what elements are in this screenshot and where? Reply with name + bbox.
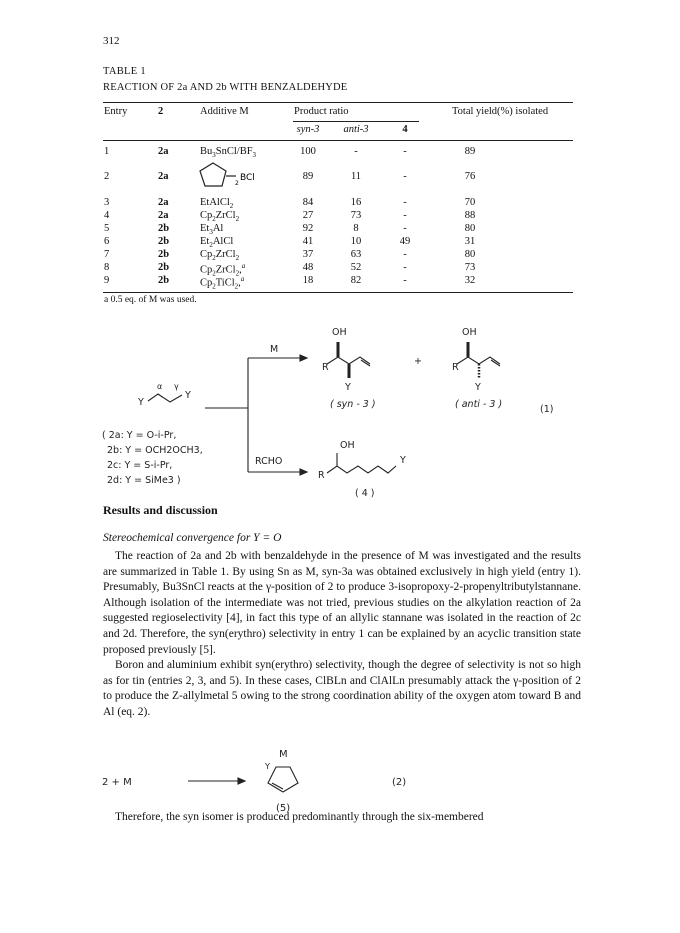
- cell-anti: 82: [350, 275, 362, 286]
- cell-entry: 5: [104, 223, 110, 234]
- paragraph-2: Boron and aluminium exhibit syn(erythro) selectivity, though the degree of selectivity is not so high as for tin (entries 2, 3, and 5). In these cases, ClBLn and ClAlLn presumably attack the γ-position of 2 to produce the Z-allylmetal 5 owing to the strong coordination ability of the oxygen atom toward B and Al (eq. 2).: [103, 659, 581, 718]
- plus-sign: +: [414, 356, 422, 367]
- cell-additive: $Et_2AlCl$: [200, 236, 234, 250]
- cell-syn: 37: [302, 249, 314, 260]
- anti-oh-label: OH: [462, 327, 477, 338]
- cell-four: -: [403, 223, 407, 234]
- cell-four: -: [403, 197, 407, 208]
- col-header-product-ratio: Product ratio: [294, 106, 349, 117]
- gamma-label: γ: [174, 382, 179, 391]
- cell-anti: 10: [350, 236, 362, 247]
- cell-anti: 8: [353, 223, 359, 234]
- cell-yield: 80: [464, 249, 476, 260]
- table-rule-top: [103, 102, 573, 103]
- cell-entry: 1: [104, 146, 110, 157]
- eq2-lhs: 2 + M: [102, 777, 132, 788]
- cell-syn: 92: [302, 223, 314, 234]
- body-last-line: [103, 810, 581, 826]
- equation-1-number: (1): [540, 404, 554, 415]
- cell-anti: 73: [350, 210, 362, 221]
- reactant-y-label: Y: [138, 397, 144, 408]
- table-rule-bottom: [103, 292, 573, 293]
- subsection-heading: Stereochemical convergence for Y = O: [103, 532, 282, 544]
- syn-oh-label: OH: [332, 327, 347, 338]
- cell-reagent: 2b: [158, 249, 170, 260]
- table-rule-mid: [103, 140, 573, 141]
- cell-four: -: [403, 171, 407, 182]
- cell-anti: 16: [350, 197, 362, 208]
- cell-reagent: 2b: [158, 236, 170, 247]
- cell-reagent: 2a: [158, 171, 169, 182]
- cell-yield: 89: [464, 146, 476, 157]
- cell-anti: 11: [350, 171, 362, 182]
- anti-y-label: Y: [475, 382, 481, 393]
- cell-additive: EtAlCl$_2$: [200, 197, 234, 211]
- cell-yield: 32: [464, 275, 476, 286]
- svg-text:2: 2: [235, 180, 239, 187]
- section-heading: Results and discussion: [103, 503, 218, 517]
- syn-y-label: Y: [345, 382, 351, 393]
- syn-3-caption: ( syn - 3 ): [330, 399, 376, 410]
- four-r-label: R: [318, 470, 325, 481]
- col-header-yield: Total yield(%) isolated: [452, 106, 549, 117]
- cell-syn: 89: [302, 171, 314, 182]
- cell-additive: $Et_3Al$: [200, 223, 224, 237]
- cell-four: -: [403, 210, 407, 221]
- cell-entry: 6: [104, 236, 110, 247]
- scheme-eq2: [100, 745, 580, 815]
- bcl-text: BCl: [240, 173, 255, 183]
- cell-syn: 84: [302, 197, 314, 208]
- cell-entry: 3: [104, 197, 110, 208]
- cell-reagent: 2b: [158, 223, 170, 234]
- body-paragraphs: [103, 549, 581, 721]
- eq2-metal-label: M: [279, 749, 288, 760]
- table-title: REACTION OF 2a AND 2b WITH BENZALDEHYDE: [103, 82, 348, 93]
- cell-four: 49: [399, 236, 411, 247]
- table-footnote: a 0.5 eq. of M was used.: [104, 295, 197, 305]
- equation-2-number: (2): [392, 777, 407, 788]
- reactant-y-label-right: Y: [185, 390, 191, 401]
- cell-yield: 88: [464, 210, 476, 221]
- four-oh-label: OH: [340, 440, 355, 451]
- product-ratio-underline: [293, 121, 419, 122]
- four-y-label: Y: [400, 455, 406, 466]
- syn-r-label: R: [322, 362, 329, 373]
- anti-3-caption: ( anti - 3 ): [455, 399, 503, 410]
- eq2-y-label: Y: [265, 762, 270, 771]
- cell-reagent: 2a: [158, 210, 169, 221]
- rcho-label: RCHO: [255, 456, 283, 467]
- cell-anti: -: [354, 146, 358, 157]
- cell-additive: $Cp_2ZrCl_2,^a$: [200, 262, 246, 278]
- cell-entry: 9: [104, 275, 110, 286]
- metal-label: M: [270, 344, 279, 355]
- cell-anti: 63: [350, 249, 362, 260]
- cell-yield: 31: [464, 236, 476, 247]
- legend-line-2d: 2d: Y = SiMe3 ): [107, 475, 181, 486]
- alpha-label: α: [157, 382, 163, 391]
- cell-four: -: [403, 262, 407, 273]
- col-header-anti: anti-3: [343, 124, 369, 135]
- scheme-eq1: [100, 310, 580, 500]
- cell-syn: 100: [300, 146, 316, 157]
- cell-four: -: [403, 146, 407, 157]
- anti-r-label: R: [452, 362, 459, 373]
- cell-syn: 27: [302, 210, 314, 221]
- cell-yield: 76: [464, 171, 476, 182]
- cell-reagent: 2a: [158, 146, 169, 157]
- cell-yield: 70: [464, 197, 476, 208]
- cell-additive: $Bu_3SnCl/BF_3$: [200, 146, 257, 160]
- col-header-four: 4: [402, 124, 408, 135]
- four-caption: ( 4 ): [355, 488, 375, 499]
- cell-four: -: [403, 275, 407, 286]
- cell-yield: 80: [464, 223, 476, 234]
- cell-syn: 18: [302, 275, 314, 286]
- cell-anti: 52: [350, 262, 362, 273]
- eq2-compound-label: (5): [276, 803, 291, 814]
- col-header-entry: Entry: [104, 106, 128, 117]
- cell-entry: 4: [104, 210, 110, 221]
- cell-entry: 8: [104, 262, 110, 273]
- cell-reagent: 2b: [158, 262, 170, 273]
- cell-additive: $Cp_2ZrCl_2$: [200, 210, 240, 224]
- cell-entry: 2: [104, 171, 110, 182]
- cell-entry: 7: [104, 249, 110, 260]
- borolane-cyclopentyl-structure: [198, 159, 260, 193]
- paragraph-1: The reaction of 2a and 2b with benzaldehyde in the presence of M was investigated and the results are summarized in Table 1. By using Sn as M, syn-3a was obtained exclusively in high yield (entry 1). Presumably, Bu3SnCl reacts at the γ-position of 2 to produce 3-isopropoxy-2-propenyltributylstannane. Although isolation of the intermediate was not tried, previous studies on the alkylation reaction of 2a suggested regioselectivity [4], in fact this type of an allylic stannane was isolated in the reaction of 2c and 2d. Therefore, the syn(erythro) selectivity in entry 1 can be explained by an acyclic transition state proposed previously [5].: [103, 550, 581, 656]
- col-header-additive: Additive M: [200, 106, 249, 117]
- col-header-syn: syn-3: [296, 124, 320, 135]
- cell-syn: 48: [302, 262, 314, 273]
- cell-additive: $Cp_2TiCl_2,^a$: [200, 275, 245, 291]
- paragraph-3-start: Therefore, the syn isomer is produced predominantly through the six-membered: [115, 811, 484, 823]
- cell-reagent: 2a: [158, 197, 169, 208]
- legend-line-2a: ( 2a: Y = O-i-Pr,: [102, 430, 177, 441]
- page-number: 312: [103, 35, 120, 47]
- cell-additive: $Cp_2ZrCl_2$: [200, 249, 240, 263]
- cell-yield: 73: [464, 262, 476, 273]
- legend-line-2b: 2b: Y = OCH2OCH3,: [107, 445, 203, 456]
- table-label: TABLE 1: [103, 66, 146, 77]
- legend-line-2c: 2c: Y = S-i-Pr,: [107, 460, 173, 471]
- cell-four: -: [403, 249, 407, 260]
- cell-reagent: 2b: [158, 275, 170, 286]
- cell-syn: 41: [302, 236, 314, 247]
- col-header-reagent: 2: [158, 106, 164, 117]
